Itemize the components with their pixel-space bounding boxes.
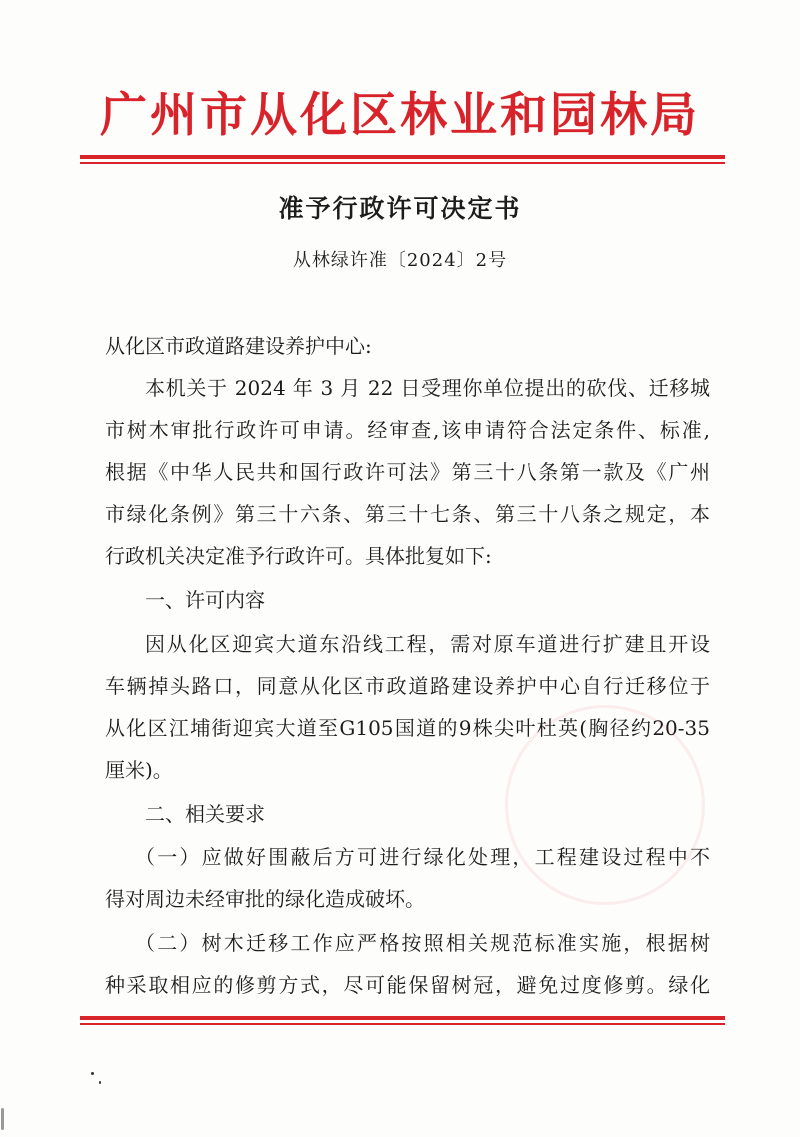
header-red-rule-thick	[80, 155, 725, 159]
scan-edge-mark	[1, 1108, 4, 1130]
document-title: 准予行政许可决定书	[278, 194, 522, 223]
paragraph-line: 车辆掉头路口，同意从化区市政道路建设养护中心自行迁移位于	[105, 674, 710, 698]
recipient-line: 从化区市政道路建设养护中心:	[105, 334, 372, 358]
paragraph-line: 市树木审批行政许可申请。经审查,该申请符合法定条件、标准,	[105, 418, 710, 442]
footer-red-rule-thin	[80, 1023, 725, 1025]
paragraph-line: 行政机关决定准予行政许可。具体批复如下:	[105, 544, 492, 568]
paragraph-line: 根据《中华人民共和国行政许可法》第三十八条第一款及《广州	[105, 460, 710, 484]
paragraph-line: （一）应做好围蔽后方可进行绿化处理，工程建设过程中不	[135, 845, 710, 869]
section-heading-requirements: 二、相关要求	[145, 802, 265, 826]
letterhead-title: 广州市从化区林业和园林局	[100, 88, 700, 143]
paragraph-line: 从化区江埔街迎宾大道至G105国道的9株尖叶杜英(胸径约20-35	[105, 716, 710, 740]
footer-red-rule-thick	[80, 1016, 725, 1020]
paragraph-line: （二）树木迁移工作应严格按照相关规范标准实施，根据树	[135, 931, 710, 955]
paragraph-line: 市绿化条例》第三十六条、第三十七条、第三十八条之规定，本	[105, 502, 710, 526]
paragraph-line: 本机关于 2024 年 3 月 22 日受理你单位提出的砍伐、迁移城	[145, 376, 710, 400]
paragraph-line: 得对周边未经审批的绿化造成破坏。	[105, 887, 425, 911]
paragraph-line: 因从化区迎宾大道东沿线工程，需对原车道进行扩建且开设	[145, 632, 710, 656]
paragraph-line: 厘米)。	[105, 758, 173, 782]
scan-speck	[99, 1081, 101, 1084]
section-heading-permit-content: 一、许可内容	[145, 588, 265, 612]
scan-speck	[91, 1072, 94, 1075]
faint-seal-stamp	[505, 705, 705, 905]
paragraph-line: 种采取相应的修剪方式，尽可能保留树冠，避免过度修剪。绿化	[105, 973, 710, 997]
header-red-rule-thin	[80, 162, 725, 164]
document-number: 从林绿许准〔2024〕2号	[292, 250, 508, 271]
